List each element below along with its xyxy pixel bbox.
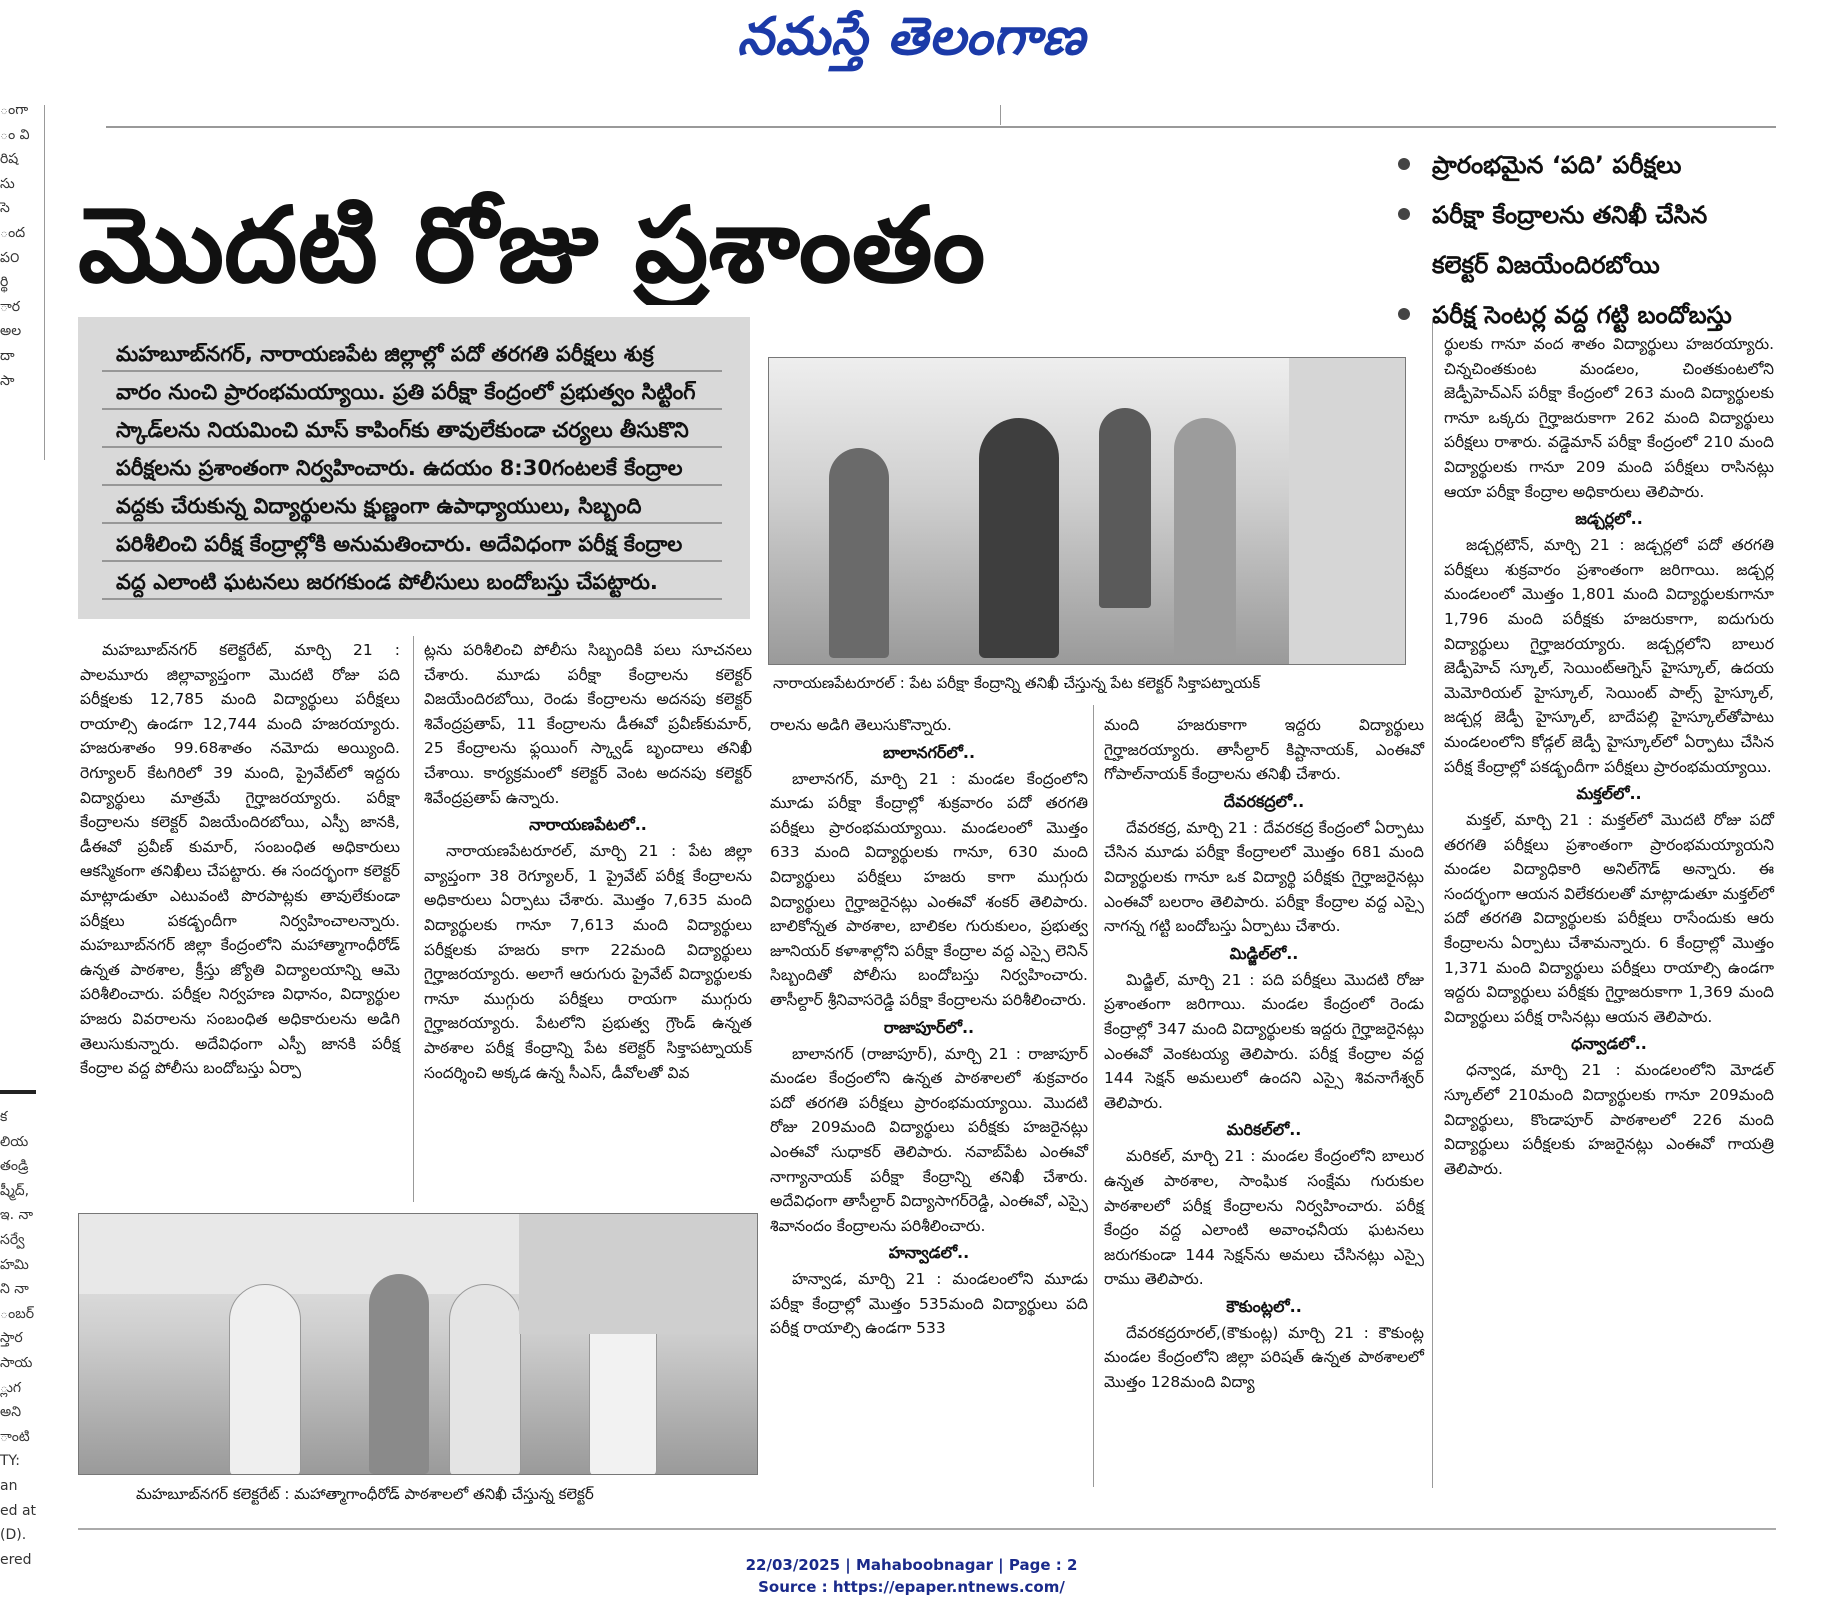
adjacent-text-fragment: స్తార: [0, 1330, 23, 1347]
adjacent-text-fragment: అని: [0, 1404, 22, 1421]
section-heading: మక్తల్‌లో..: [1576, 784, 1642, 804]
bottom-rule: [78, 1528, 1776, 1530]
article-column-2: [424, 638, 752, 1085]
section-heading: మరికల్‌లో..: [1226, 1120, 1302, 1140]
adjacent-text-fragment: ్లుగ: [0, 1379, 22, 1396]
article-column-1: [80, 638, 400, 1081]
adjacent-text-fragment: సర్వే: [0, 1231, 25, 1248]
photo-figure: [369, 1274, 429, 1474]
photo-mahabubnagar-inspection: [78, 1213, 758, 1475]
article-column-3: [770, 713, 1088, 1341]
column-rule: [413, 636, 414, 1202]
bullet-icon: [1398, 308, 1410, 320]
article-paragraph: బాలానగర్, మార్చి 21 : మండల కేంద్రంలోని మూడు పరీక్షా కేంద్రాల్లో శుక్రవారం పదో తరగతి పరీక్షలు ప్రారంభమయ్యాయి. మండలంలో మొత్తం 633 మంది విద్యార్థులకు గానూ, 630 మంది విద్యార్థులు పరీక్షలు హజరు కాగా ముగ్గురు విద్యార్థులు గైర్హాజరైనట్లు ఎంఈవో శంకర్ తెలిపారు. బాలికోన్నత పాఠశాల, బాలికల గురుకులం, ప్రభుత్వ జూనియర్ కళాశాల్లోని పరీక్షా కేంద్రాల వద్ద ఎస్సై లెనిన్ సిబ్బందితో పోలీసు బందోబస్తు నిర్వహించారు. తాసీల్దార్ శ్రీనివాసరెడ్డి పరీక్షా కేంద్రాలను పరిశీలించారు.: [770, 769, 1088, 1009]
adjacent-text-fragment: ాంటి: [0, 1428, 30, 1445]
adjacent-text-fragment: ార: [0, 298, 21, 315]
newspaper-masthead: నమస్తే తెలంగాణ: [737, 6, 1086, 67]
summary-line: పరీక్షలను ప్రశాంతంగా నిర్వహించారు. ఉదయం 8:30గంటలకే కేంద్రాల: [116, 456, 683, 480]
article-paragraph: బాలానగర్ (రాజాపూర్), మార్చి 21 : రాజాపూర్ మండల కేంద్రంలోని ఉన్నత పాఠశాలలో శుక్రవారం పదో తరగతి పరీక్షలు ప్రారంభమయ్యాయి. మొదటి రోజు 209మంది విద్యార్థులు పరీక్షకు హజరైనట్లు ఎంఈవో సుధాకర్ తెలిపారు. నవాబ్‌పేట ఎంఈవో నాగ్యానాయక్ పరీక్షా కేంద్రాన్ని తనిఖీ చేశారు. అదేవిధంగా తాసీల్దార్ విద్యాసాగర్‌రెడ్డి, ఎంఈవో, ఎస్సై శివానందం కేంద్రాలను పరిశీలించారు.: [770, 1044, 1088, 1235]
adjacent-text-fragment: క: [0, 1109, 8, 1125]
article-paragraph: మిడ్జిల్, మార్చి 21 : పది పరీక్షలు మొదటి రోజు ప్రశాంతంగా జరిగాయి. మండల కేంద్రంలో రెండు కేంద్రాల్లో 347 మంది విద్యార్థులకు ఇద్దరు గైర్హాజరైనట్లు ఎంఈవో వెంకటయ్య తెలిపారు. పరీక్ష కేంద్రాల వద్ద 144 సెక్షన్ అమలులో ఉందని ఎస్సై శివనాగేశ్వర్ తెలిపారు.: [1104, 970, 1424, 1112]
source-link[interactable]: Source : https://epaper.ntnews.com/: [758, 1578, 1065, 1596]
article-paragraph: మక్తల్, మార్చి 21 : మక్తల్‌లో మొదటి రోజు పదో తరగతి పరీక్షలు ప్రశాంతంగా ప్రారంభమయ్యాయని మండల విద్యాధికారి అనిల్‌గౌడ్ అన్నారు. ఈ సందర్భంగా ఆయన విలేకరులతో మాట్లాడుతూ మక్తల్‌లో పదో తరగతి విద్యార్థులకు పరీక్షలు రాసేందుకు ఆరు కేంద్రాలను ఏర్పాటు చేశామన్నారు. 6 కేంద్రాల్లో మొత్తం 1,371 మంది విద్యార్థులు పరీక్షలు రాయాల్సి ఉండగా ఇద్దరు విద్యార్థులు పరీక్షకు గైర్హాజరుకాగా 1,369 మంది విద్యార్థులు పరీక్ష రాసినట్లు ఆయన తెలిపారు.: [1444, 811, 1774, 1026]
photo1-caption: నారాయణపేటరూరల్ : పేట పరీక్షా కేంద్రాన్ని తనిఖీ చేస్తున్న పేట కలెక్టర్ సిక్తాపట్నాయక్: [773, 674, 1261, 692]
section-heading: జడ్చర్లలో..: [1575, 509, 1643, 529]
article-paragraph: దేవరకద్రరూరల్,(కౌకుంట్ల) మార్చి 21 : కౌకుంట్ల మండల కేంద్రంలోని జిల్లా పరిషత్ ఉన్నత పాఠశాలలో మొత్తం 128మంది విద్యా: [1104, 1323, 1424, 1392]
summary-line: పరిశీలించి పరీక్ష కేంద్రాల్లోకి అనుమతించారు. అదేవిధంగా పరీక్ష కేంద్రాల: [116, 532, 683, 556]
adjacent-text-fragment: ంగా: [0, 102, 29, 118]
masthead-tick: [1000, 105, 1001, 125]
photo-figure: [829, 448, 889, 658]
photo2-caption: మహబూబ్‌నగర్ కలెక్టరేట్ : మహాత్మాగాంధీరోడ్ పాఠశాలలో తనిఖీ చేస్తున్న కలెక్టర్: [136, 1485, 594, 1503]
left-edge-rule: [44, 105, 45, 460]
article-paragraph: మరికల్, మార్చి 21 : మండల కేంద్రంలోని బాలుర ఉన్నత పాఠశాల, సాంఘిక సంక్షేమ గురుకుల పాఠశాలలో పరీక్ష కేంద్రాలను నిర్వహించారు. పరీక్ష కేంద్రం వద్ద ఎలాంటి అవాంఛనీయ ఘటనలు జరుగకుండా 144 సెక్షన్‌ను అమలు చేసినట్లు ఎస్సై రాము తెలిపారు.: [1104, 1147, 1424, 1289]
section-heading: ధన్వాడలో..: [1571, 1034, 1647, 1054]
adjacent-text-fragment: ed at: [0, 1502, 37, 1519]
bullet-icon: [1398, 208, 1410, 220]
section-heading: దేవరకద్రలో..: [1223, 791, 1305, 811]
section-heading: కౌకుంట్లలో..: [1226, 1296, 1302, 1316]
page-footer: [0, 1554, 1823, 1598]
adjacent-page-bar: [0, 1090, 36, 1094]
section-heading: రాజాపూర్‌లో..: [883, 1017, 975, 1037]
column-rule: [1432, 318, 1433, 1488]
headline: మొదటి రోజు ప్రశాంతం: [78, 185, 986, 305]
highlight-item: పరీక్ష సెంటర్ల వద్ద గట్టి బందోబస్తు: [1396, 290, 1816, 340]
adjacent-text-fragment: ంబర్: [0, 1305, 34, 1322]
highlight-item-continued: కలెక్టర్ విజయేందిరబోయి: [1432, 251, 1660, 279]
edition-info: 22/03/2025 | Mahaboobnagar | Page : 2: [745, 1556, 1078, 1574]
article-column-5: [1444, 332, 1774, 1181]
photo-wall: [1289, 358, 1405, 664]
adjacent-page-fragment-top: [0, 98, 42, 393]
photo-figure: [1099, 408, 1151, 608]
adjacent-text-fragment: సు: [0, 175, 15, 192]
photo-figure: [1174, 418, 1236, 658]
photo-building: [519, 1214, 757, 1334]
adjacent-text-fragment: ంద: [0, 224, 26, 241]
article-paragraph: నారాయణపేటరూరల్, మార్చి 21 : పేట జిల్లా వ్యాప్తంగా 38 రెగ్యూలర్, 1 ప్రైవేట్ పరీక్ష కేంద్రాలను అధికారులు ఏర్పాటు చేశారు. మొత్తం 7,635 మంది విద్యార్థులకు గానూ 7,613 మంది విద్యార్థులు పరీక్షలకు హజరు కాగా 22మంది విద్యార్థులు గైర్హాజరయ్యారు. అలాగే ఆరుగురు ప్రైవేట్ విద్యార్థులకు గానూ ముగ్గురు పరీక్షలు రాయగా ముగ్గురు గైర్హాజరయ్యారు. పేటలోని ప్రభుత్వ గ్రౌండ్ ఉన్నత పాఠశాల పరీక్ష కేంద్రాన్ని పేట కలెక్టర్ సిక్తాపట్నాయక్ సందర్శించి అక్కడ ఉన్న సీఎస్, డీవోలతో వివ: [424, 842, 752, 1082]
adjacent-text-fragment: ం వి: [0, 126, 30, 143]
adjacent-text-fragment: రిష: [0, 151, 19, 168]
section-heading: నారాయణపేటలో..: [529, 815, 647, 835]
summary-line: వద్దకు చేరుకున్న విద్యార్థులను క్షుణ్ణంగా ఉపాధ్యాయులు, సిబ్బంది: [116, 494, 642, 518]
article-column-4: [1104, 713, 1424, 1395]
section-heading: బాలానగర్‌లో..: [882, 742, 976, 762]
adjacent-text-fragment: ష్మీద్,: [0, 1182, 30, 1199]
adjacent-text-fragment: (D).: [0, 1527, 27, 1544]
article-paragraph: రాలను అడిగి తెలుసుకొన్నారు.: [770, 716, 952, 734]
summary-line: మహబూబ్‌నగర్, నారాయణపేట జిల్లాల్లో పదో తరగతి పరీక్షలు శుక్ర: [116, 342, 654, 366]
summary-line: స్కాడ్‌లను నియమించి మాస్ కాపింగ్‌కు తావులేకుండా చర్యలు తీసుకొని: [116, 418, 689, 442]
adjacent-text-fragment: హమి: [0, 1256, 29, 1273]
article-paragraph: జడ్చర్లటౌన్, మార్చి 21 : జడ్చర్లలో పదో తరగతి పరీక్షలు శుక్రవారం ప్రశాంతంగా జరిగాయి. జడ్చర్ల మండలంలో మొత్తం 1,801 మంది విద్యార్థులకుగానూ 1,796 మంది పరీక్షకు హజరుకాగా, ఐదుగురు విద్యార్థులు గైర్హాజరయ్యారు. జడ్చర్లలోని బాలుర జెడ్పీహెచ్ స్కూల్, సెయింట్‌ఆగ్నెస్ హైస్కూల్, ఉదయ మెమోరియల్ హైస్కూల్, సెయింట్ పాల్స్ హైస్కూల్, జడ్చర్ల జెడ్పీ హైస్కూల్, బాదేపల్లి హైస్కూల్‌తోపాటు మండలంలోని కోడ్గల్ జెడ్పీ హైస్కూల్‌లో ఏర్పాటు చేసిన పరీక్ష కేంద్రాల్లో పకడ్బందీగా పరీక్షలు ప్రారంభమయ్యాయి.: [1444, 536, 1774, 776]
article-paragraph: మంది హజరుకాగా ఇద్దరు విద్యార్థులు గైర్హాజరయ్యారు. తాసీల్దార్ కిష్టానాయక్, ఎంఈవో గోపాల్‌నాయక్ కేంద్రాలను తనిఖీ చేశారు.: [1104, 716, 1424, 784]
highlights-list: [1396, 140, 1816, 340]
article-paragraph: ధన్వాడ, మార్చి 21 : మండలంలోని మోడల్ స్కూల్‌లో 210మంది విద్యార్థులకు గానూ 209మంది విద్యార్థులు, కొండాపూర్ పాఠశాలలో 226 మంది విద్యార్థులు పరీక్షలకు హజరైనట్లు ఎంఈవో గాయత్రి తెలిపారు.: [1444, 1061, 1774, 1178]
photo-narayanpet-inspection: [768, 357, 1406, 665]
adjacent-text-fragment: TY:: [0, 1453, 20, 1470]
adjacent-text-fragment: ర్థి: [0, 274, 9, 291]
adjacent-text-fragment: లియ: [0, 1133, 29, 1150]
masthead-rule: [106, 126, 1776, 128]
article-paragraph: ర్థులకు గానూ వంద శాతం విద్యార్థులు హజరయ్యారు. చిన్నచింతకుంట మండలం, చింతకుంటలోని జెడ్పీహెచ్ఎస్ పరీక్షా కేంద్రంలో 263 మంది విద్యార్థులకు గానూ ఒక్కరు గైర్హాజరుకాగా 262 మంది విద్యార్థులు పరీక్షలు రాశారు. వడ్డెమాన్ పరీక్షా కేంద్రంలో 210 మంది విద్యార్థులకు గానూ 209 మంది పరీక్షలు రాసినట్లు ఆయా పరీక్షా కేంద్రాల అధికారులు తెలిపారు.: [1444, 335, 1774, 501]
highlight-item: ప్రారంభమైన ‘పది’ పరీక్షలు: [1396, 140, 1816, 190]
highlight-item: పరీక్షా కేంద్రాలను తనిఖీ చేసిన: [1396, 190, 1816, 240]
summary-line: వారం నుంచి ప్రారంభమయ్యాయి. ప్రతి పరీక్షా కేంద్రంలో ప్రభుత్వం సిట్టింగ్: [116, 380, 696, 404]
adjacent-text-fragment: ఇ. నా: [0, 1207, 34, 1224]
summary-box: [78, 317, 750, 619]
adjacent-text-fragment: అల: [0, 323, 22, 340]
photo-figure: [979, 418, 1059, 658]
adjacent-text-fragment: ered: [0, 1551, 32, 1568]
adjacent-text-fragment: దా: [0, 347, 15, 364]
adjacent-text-fragment: ప౦: [0, 249, 20, 266]
article-paragraph: హన్వాడ, మార్చి 21 : మండలంలోని మూడు పరీక్షా కేంద్రాల్లో మొత్తం 535మంది విద్యార్థులు పది పరీక్ష రాయాల్సి ఉండగా 533: [770, 1270, 1088, 1338]
section-heading: హన్వాడలో..: [888, 1243, 970, 1263]
adjacent-page-fragment-bottom: [0, 1105, 42, 1572]
adjacent-text-fragment: సె: [0, 200, 10, 217]
column-rule: [1093, 705, 1094, 1487]
summary-line: వద్ద ఎలాంటి ఘటనలు జరగకుండ పోలీసులు బందోబస్తు చేపట్టారు.: [116, 570, 658, 594]
article-paragraph: దేవరకద్ర, మార్చి 21 : దేవరకద్ర కేంద్రంలో ఏర్పాటు చేసిన మూడు పరీక్షా కేంద్రాలలో మొత్తం 681 మంది విద్యార్థులకు గానూ ఒక విద్యార్థి పరీక్షకు గైర్హాజరైనట్లు ఎంఈవో బలరాం తెలిపారు. పరీక్షా కేంద్రాల వద్ద ఎస్సై నాగన్న గట్టి బందోబస్తు ఏర్పాటు చేశారు.: [1104, 818, 1424, 936]
adjacent-text-fragment: an: [0, 1477, 18, 1494]
adjacent-text-fragment: తండ్రి: [0, 1158, 29, 1175]
bullet-icon: [1398, 158, 1410, 170]
photo-figure: [449, 1284, 521, 1475]
adjacent-text-fragment: సాయ: [0, 1354, 33, 1371]
photo-figure: [229, 1284, 301, 1475]
adjacent-text-fragment: ని నా: [0, 1281, 29, 1298]
article-paragraph: ట్లను పరిశీలించి పోలీసు సిబ్బందికి పలు సూచనలు చేశారు. మూడు పరీక్షా కేంద్రాలను కలెక్టర్ విజయేందిరబోయి, రెండు కేంద్రాలను అదనపు కలెక్టర్ శివేంద్రప్రతాప్, 11 కేంద్రాలను డీఈవో ప్రవీణ్‌కుమార్, 25 కేంద్రాలను ఫ్లయింగ్ స్క్వాడ్ బృందాలు తనిఖీ చేశాయి. కార్యక్రమంలో కలెక్టర్ వెంట అదనపు కలెక్టర్ శివేంద్రప్రతాప్ ఉన్నారు.: [424, 641, 752, 807]
adjacent-text-fragment: సా: [0, 372, 15, 389]
section-heading: మిడ్జిల్‌లో..: [1229, 943, 1299, 963]
article-paragraph: మహబూబ్‌నగర్ కలెక్టరేట్, మార్చి 21 : పాలమూరు జిల్లావ్యాప్తంగా మొదటి రోజు పది పరీక్షలకు 12,785 మంది విద్యార్థులు పరీక్షలు రాయాల్సి ఉండగా 12,744 మంది హజరయ్యారు. హజరుశాతం 99.68శాతం నమోదు అయ్యింది. రెగ్యూలర్ కేటగిరిలో 39 మంది, ప్రైవేట్‌లో ఇద్దరు విద్యార్థులు మాత్రమే గైర్హాజరయ్యారు. పరీక్షా కేంద్రాలను కలెక్టర్ విజయేందిరబోయి, ఎస్పీ జానకి, డీఈవో ప్రవీణ్ కుమార్, సంబంధిత అధికారులు ఆకస్మికంగా తనిఖీలు చేపట్టారు. ఈ సందర్భంగా కలెక్టర్ మాట్లాడుతూ ఎటువంటి పొరపాట్లకు తావులేకుండా పరీక్షలు పకడ్బందీగా నిర్వహించాలన్నారు. మహబూబ్‌నగర్ జిల్లా కేంద్రంలోని మహాత్మాగాంధీరోడ్ ఉన్నత పాఠశాల, క్రీస్తు జ్యోతి విద్యాలయాన్ని ఆమె పరిశీలించారు. పరీక్షల నిర్వహణ విధానం, విద్యార్థుల హజరు వివరాలను సంబంధిత అధికారులను అడిగి తెలుసుకున్నారు. అదేవిధంగా ఎస్పీ జానకి పరీక్ష కేంద్రాల వద్ద పోలీసు బందోబస్తు ఏర్పా: [80, 641, 400, 1078]
